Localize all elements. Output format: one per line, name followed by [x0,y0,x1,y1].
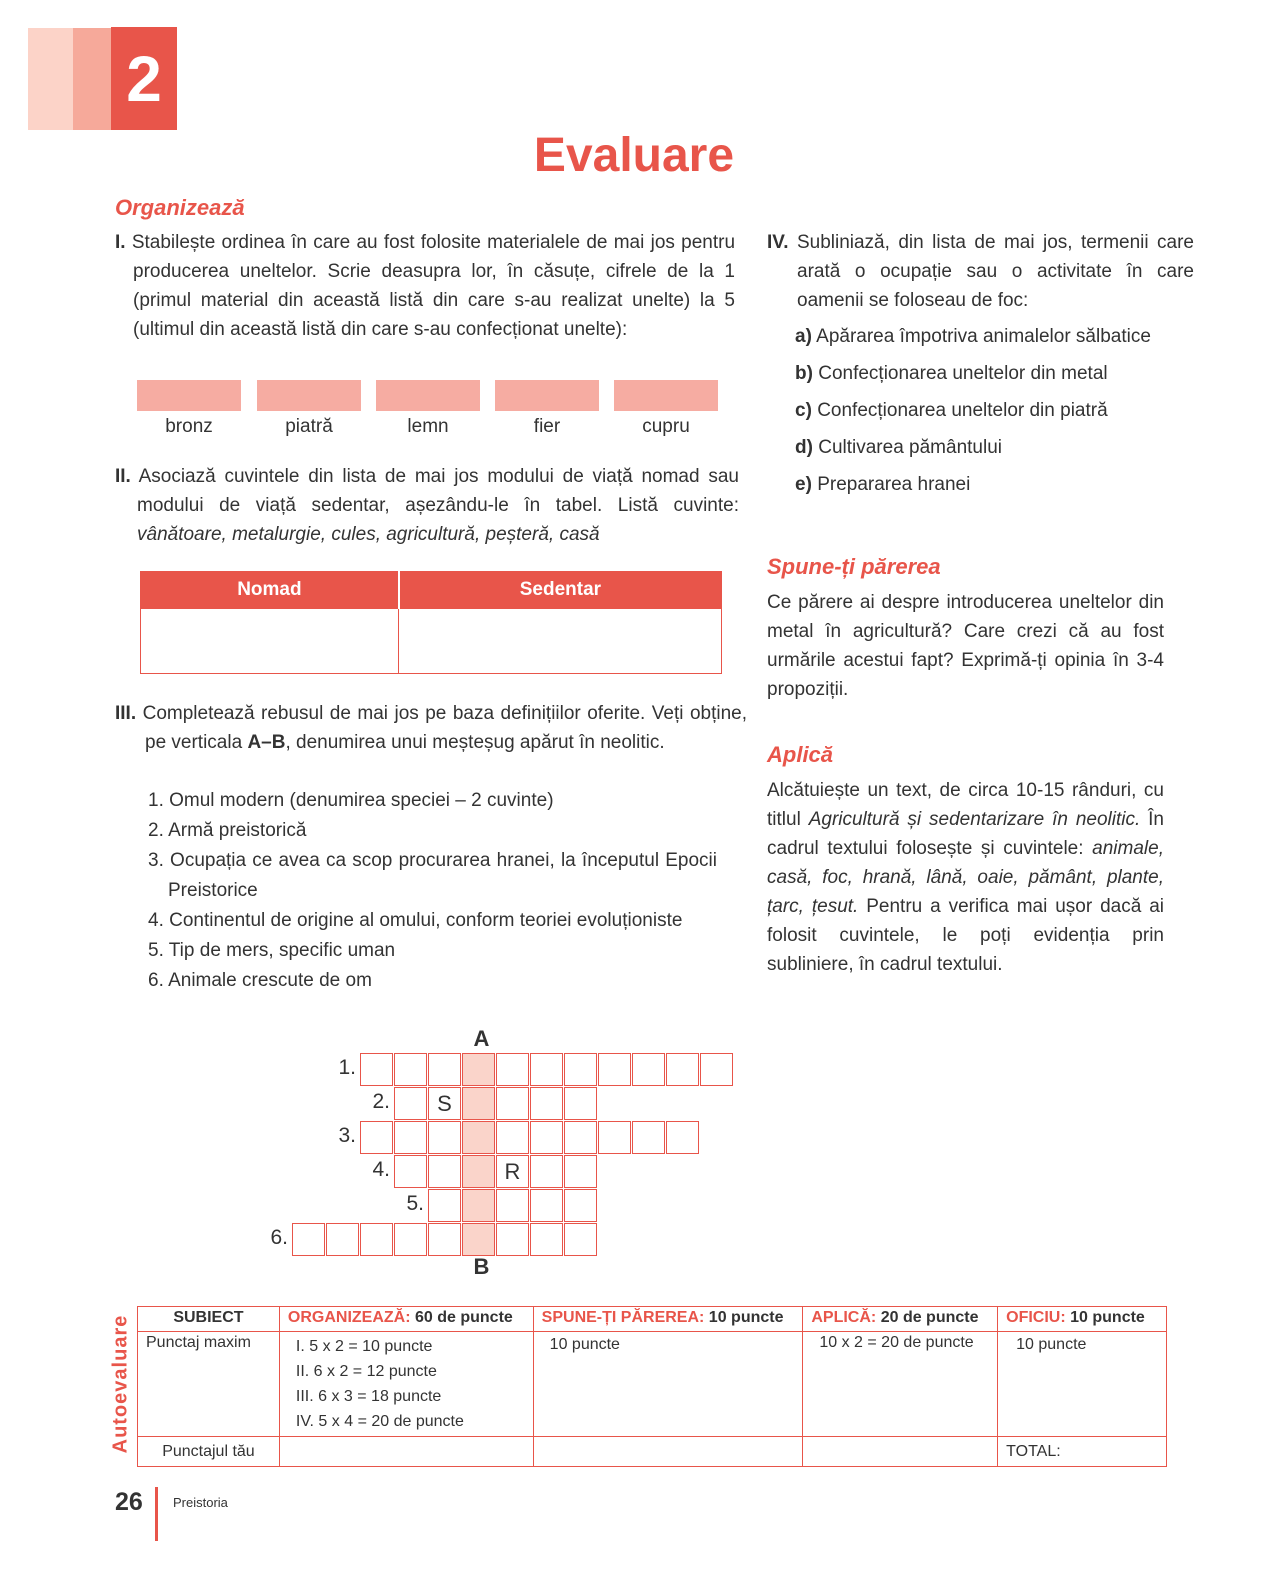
sedentar-answer-cell[interactable] [399,609,722,674]
crossword-cell[interactable] [530,1189,563,1222]
vertical-ab-label: A–B [247,732,286,753]
header-oficiu: OFICIU: 10 puncte [998,1307,1167,1332]
crossword-cell[interactable] [394,1121,427,1154]
row-label-punctajul-tau: Punctajul tău [138,1437,280,1467]
option-letter: a) [795,326,812,347]
task-2 [115,462,739,549]
crossword-cell[interactable] [462,1053,495,1086]
task-number: IV. [767,232,789,253]
crossword-cell[interactable] [530,1053,563,1086]
table-header-sedentar: Sedentar [399,572,722,609]
autoevaluare-label-text: Autoevaluare [109,1314,132,1454]
crossword-cell[interactable] [564,1053,597,1086]
definition-item: 5. Tip de mers, specific uman [148,940,396,961]
footer-divider [155,1487,158,1541]
definition-item: 1. Omul modern (denumirea speciei – 2 cuvinte) [148,790,554,811]
crossword-cell[interactable] [666,1121,699,1154]
crossword-row-number: 5. [406,1192,424,1215]
crossword-cell[interactable] [564,1223,597,1256]
crossword-cell[interactable] [496,1121,529,1154]
crossword-cell[interactable] [598,1121,631,1154]
definition-item: 2. Armă preistorică [148,820,307,841]
task-1 [115,228,735,344]
answer-box[interactable] [495,380,599,411]
task-number: I. [115,232,126,253]
definition-item: 6. Animale crescute de om [148,970,372,991]
option-item[interactable] [795,396,1165,425]
crossword-row-number: 4. [372,1158,390,1181]
option-letter: d) [795,437,813,458]
section-heading-spune: Spune-ți părerea [767,554,941,579]
crossword-row-number: 6. [270,1226,288,1249]
task-4-text: Subliniază, din lista de mai jos, termenii care arată o ocupație sau o activitate în care oamenii se foloseau de foc: [796,232,1194,311]
crossword-cell[interactable] [462,1087,495,1120]
crossword-label-b: B [473,1254,490,1279]
chapter-tab-decoration [28,28,73,130]
task-1-text: Stabilește ordinea în care au fost folosite materialele de mai jos pentru producerea uneltelor. Scrie deasupra lor, în căsuțe, cifrele de la 1 (primul material din această listă din care s-au realizat unelte) la 5 (ultimul din această listă din care s-au confecționat unelte): [131,232,736,340]
crossword-cell[interactable] [394,1155,427,1188]
crossword-cell[interactable] [564,1189,597,1222]
total-cell[interactable] [998,1437,1167,1467]
crossword-cell[interactable] [564,1121,597,1154]
aplica-text-part: Alcătuiește un text, de circa 10-15 rânduri, cu titlul [767,780,1164,830]
crossword-cell[interactable] [394,1223,427,1256]
crossword-cell[interactable] [666,1053,699,1086]
crossword-label-a: A [473,1026,490,1051]
crossword-cell[interactable] [360,1053,393,1086]
material-label: cupru [642,416,690,437]
crossword-cell[interactable] [564,1155,597,1188]
points-line: III. 6 x 3 = 18 puncte [295,1388,442,1405]
crossword-cell[interactable] [530,1223,563,1256]
row-label-punctaj-maxim: Punctaj maxim [138,1332,280,1437]
your-score-cell[interactable] [533,1437,803,1467]
task-number: III. [115,703,137,724]
option-text: Confecționarea uneltelor din metal [818,363,1108,384]
header-subiect: SUBIECT [138,1307,280,1332]
crossword-cell[interactable] [700,1053,733,1086]
crossword-cell[interactable] [496,1053,529,1086]
option-letter: b) [795,363,813,384]
task-3-text: Completează rebusul de mai jos pe baza definițiilor oferite. Veți obține, pe verticala [142,703,747,753]
answer-box[interactable] [614,380,718,411]
crossword-cell[interactable] [292,1223,325,1256]
spune-points: 10 puncte [533,1332,803,1437]
answer-box[interactable] [137,380,241,411]
crossword-cell[interactable] [462,1223,495,1256]
aplica-text-part: Pentru a verifica mai ușor dacă ai folosit cuvintele, le poți evidenția prin subliniere, în cadrul textului. [767,896,1165,975]
crossword-cell[interactable] [428,1053,461,1086]
crossword-cell[interactable] [530,1087,563,1120]
aplica-text-part: În cadrul textului folosește și cuvintele: [767,809,1164,859]
task-3-text: , denumirea unui meșteșug apărut în neolitic. [285,732,665,753]
crossword-cell[interactable] [530,1155,563,1188]
autoevaluare-label [106,1300,136,1468]
option-text: Apărarea împotriva animalelor sălbatice [816,326,1151,347]
task-4-options [795,322,1165,499]
option-text: Cultivarea pământului [818,437,1002,458]
oficiu-points: 10 puncte [998,1332,1167,1437]
self-evaluation-table [137,1306,1167,1467]
crossword-cell[interactable] [496,1189,529,1222]
header-spune: SPUNE-ȚI PĂREREA: 10 puncte [533,1307,803,1332]
crossword-cell[interactable]: R [496,1155,529,1188]
header-aplica: APLICĂ: 20 de puncte [803,1307,998,1332]
word-list: vânătoare, metalurgie, cules, agricultură, peșteră, casă [137,524,600,545]
crossword-cell[interactable] [428,1155,461,1188]
option-item[interactable] [795,433,1165,462]
material-label: piatră [285,416,333,437]
crossword-cell[interactable] [394,1053,427,1086]
option-letter: e) [795,474,812,495]
definition-item: 3. Ocupația ce avea ca scop procurarea hranei, la începutul Epocii Preistorice [148,850,717,901]
material-label: lemn [407,416,449,437]
crossword-row-number: 2. [372,1090,390,1113]
material-label: fier [533,416,561,437]
crossword-cell[interactable] [632,1121,665,1154]
aplica-points: 10 x 2 = 20 de puncte [803,1332,998,1437]
aplica-text [767,776,1164,979]
nomad-sedentar-table [140,571,722,674]
points-line: II. 6 x 2 = 12 puncte [295,1363,437,1380]
section-heading-organizeaza: Organizează [115,195,245,220]
answer-box[interactable] [257,380,361,411]
points-line: I. 5 x 2 = 10 puncte [295,1338,433,1355]
crossword-row-number: 3. [338,1124,356,1147]
section-heading-aplica: Aplică [767,742,834,767]
task-4 [767,228,1194,315]
organizeaza-points [279,1332,533,1437]
page-title: Evaluare [533,129,735,182]
crossword-cell[interactable] [462,1121,495,1154]
option-item[interactable] [795,322,1165,351]
aplica-word-list: animale, casă, foc, hrană, lână, oaie, pământ, plante, țarc, țesut. [767,838,1164,917]
crossword-cell[interactable] [428,1189,461,1222]
chapter-tab-decoration [73,28,111,130]
spune-text: Ce părere ai despre introducerea uneltelor din metal în agricultură? Care crezi că au fost urmările acestui fapt? Exprimă-ți opinia în 3-4 propoziții. [767,592,1164,700]
aplica-essay-title: Agricultură și sedentarizare în neolitic. [808,809,1141,830]
option-item[interactable] [795,359,1165,388]
crossword-cell[interactable] [394,1087,427,1120]
crossword-cell[interactable] [326,1223,359,1256]
task-3 [115,699,747,757]
crossword-cell[interactable]: S [428,1087,461,1120]
total-label: TOTAL: [1006,1442,1061,1460]
nomad-answer-cell[interactable] [141,609,399,674]
header-organizeaza: ORGANIZEAZĂ: 60 de puncte [279,1307,533,1332]
crossword-cell[interactable] [632,1053,665,1086]
crossword-cell[interactable] [564,1087,597,1120]
crossword-row-number: 1. [338,1056,356,1079]
option-text: Prepararea hranei [817,474,971,495]
page-number: 26 [115,1488,143,1516]
points-line: IV. 5 x 4 = 20 de puncte [295,1413,464,1430]
crossword-cell[interactable] [360,1223,393,1256]
your-score-cell[interactable] [803,1437,998,1467]
definitions-list [148,786,717,996]
task-2-text: Asociază cuvintele din lista de mai jos modului de viață nomad sau modului de viață sedentar, așezându-le în tabel. Listă cuvinte: [137,466,739,516]
crossword-cell[interactable] [428,1223,461,1256]
crossword-cell[interactable] [598,1053,631,1086]
option-item[interactable] [795,470,1165,499]
footer-section-title: Preistoria [173,1495,228,1510]
crossword-cell[interactable] [462,1155,495,1188]
answer-box[interactable] [376,380,480,411]
crossword-cell[interactable] [496,1223,529,1256]
chapter-number: 2 [111,27,177,130]
your-score-cell[interactable] [279,1437,533,1467]
option-letter: c) [795,400,812,421]
crossword-cell[interactable] [496,1087,529,1120]
definition-item: 4. Continentul de origine al omului, conform teoriei evoluționiste [148,910,683,931]
table-header-nomad: Nomad [141,572,399,609]
crossword-cell[interactable] [360,1121,393,1154]
crossword-cell[interactable] [530,1121,563,1154]
crossword-cell[interactable] [428,1121,461,1154]
crossword-cell[interactable] [462,1189,495,1222]
option-text: Confecționarea uneltelor din piatră [817,400,1108,421]
material-label: bronz [165,416,213,437]
task-number: II. [115,466,131,487]
